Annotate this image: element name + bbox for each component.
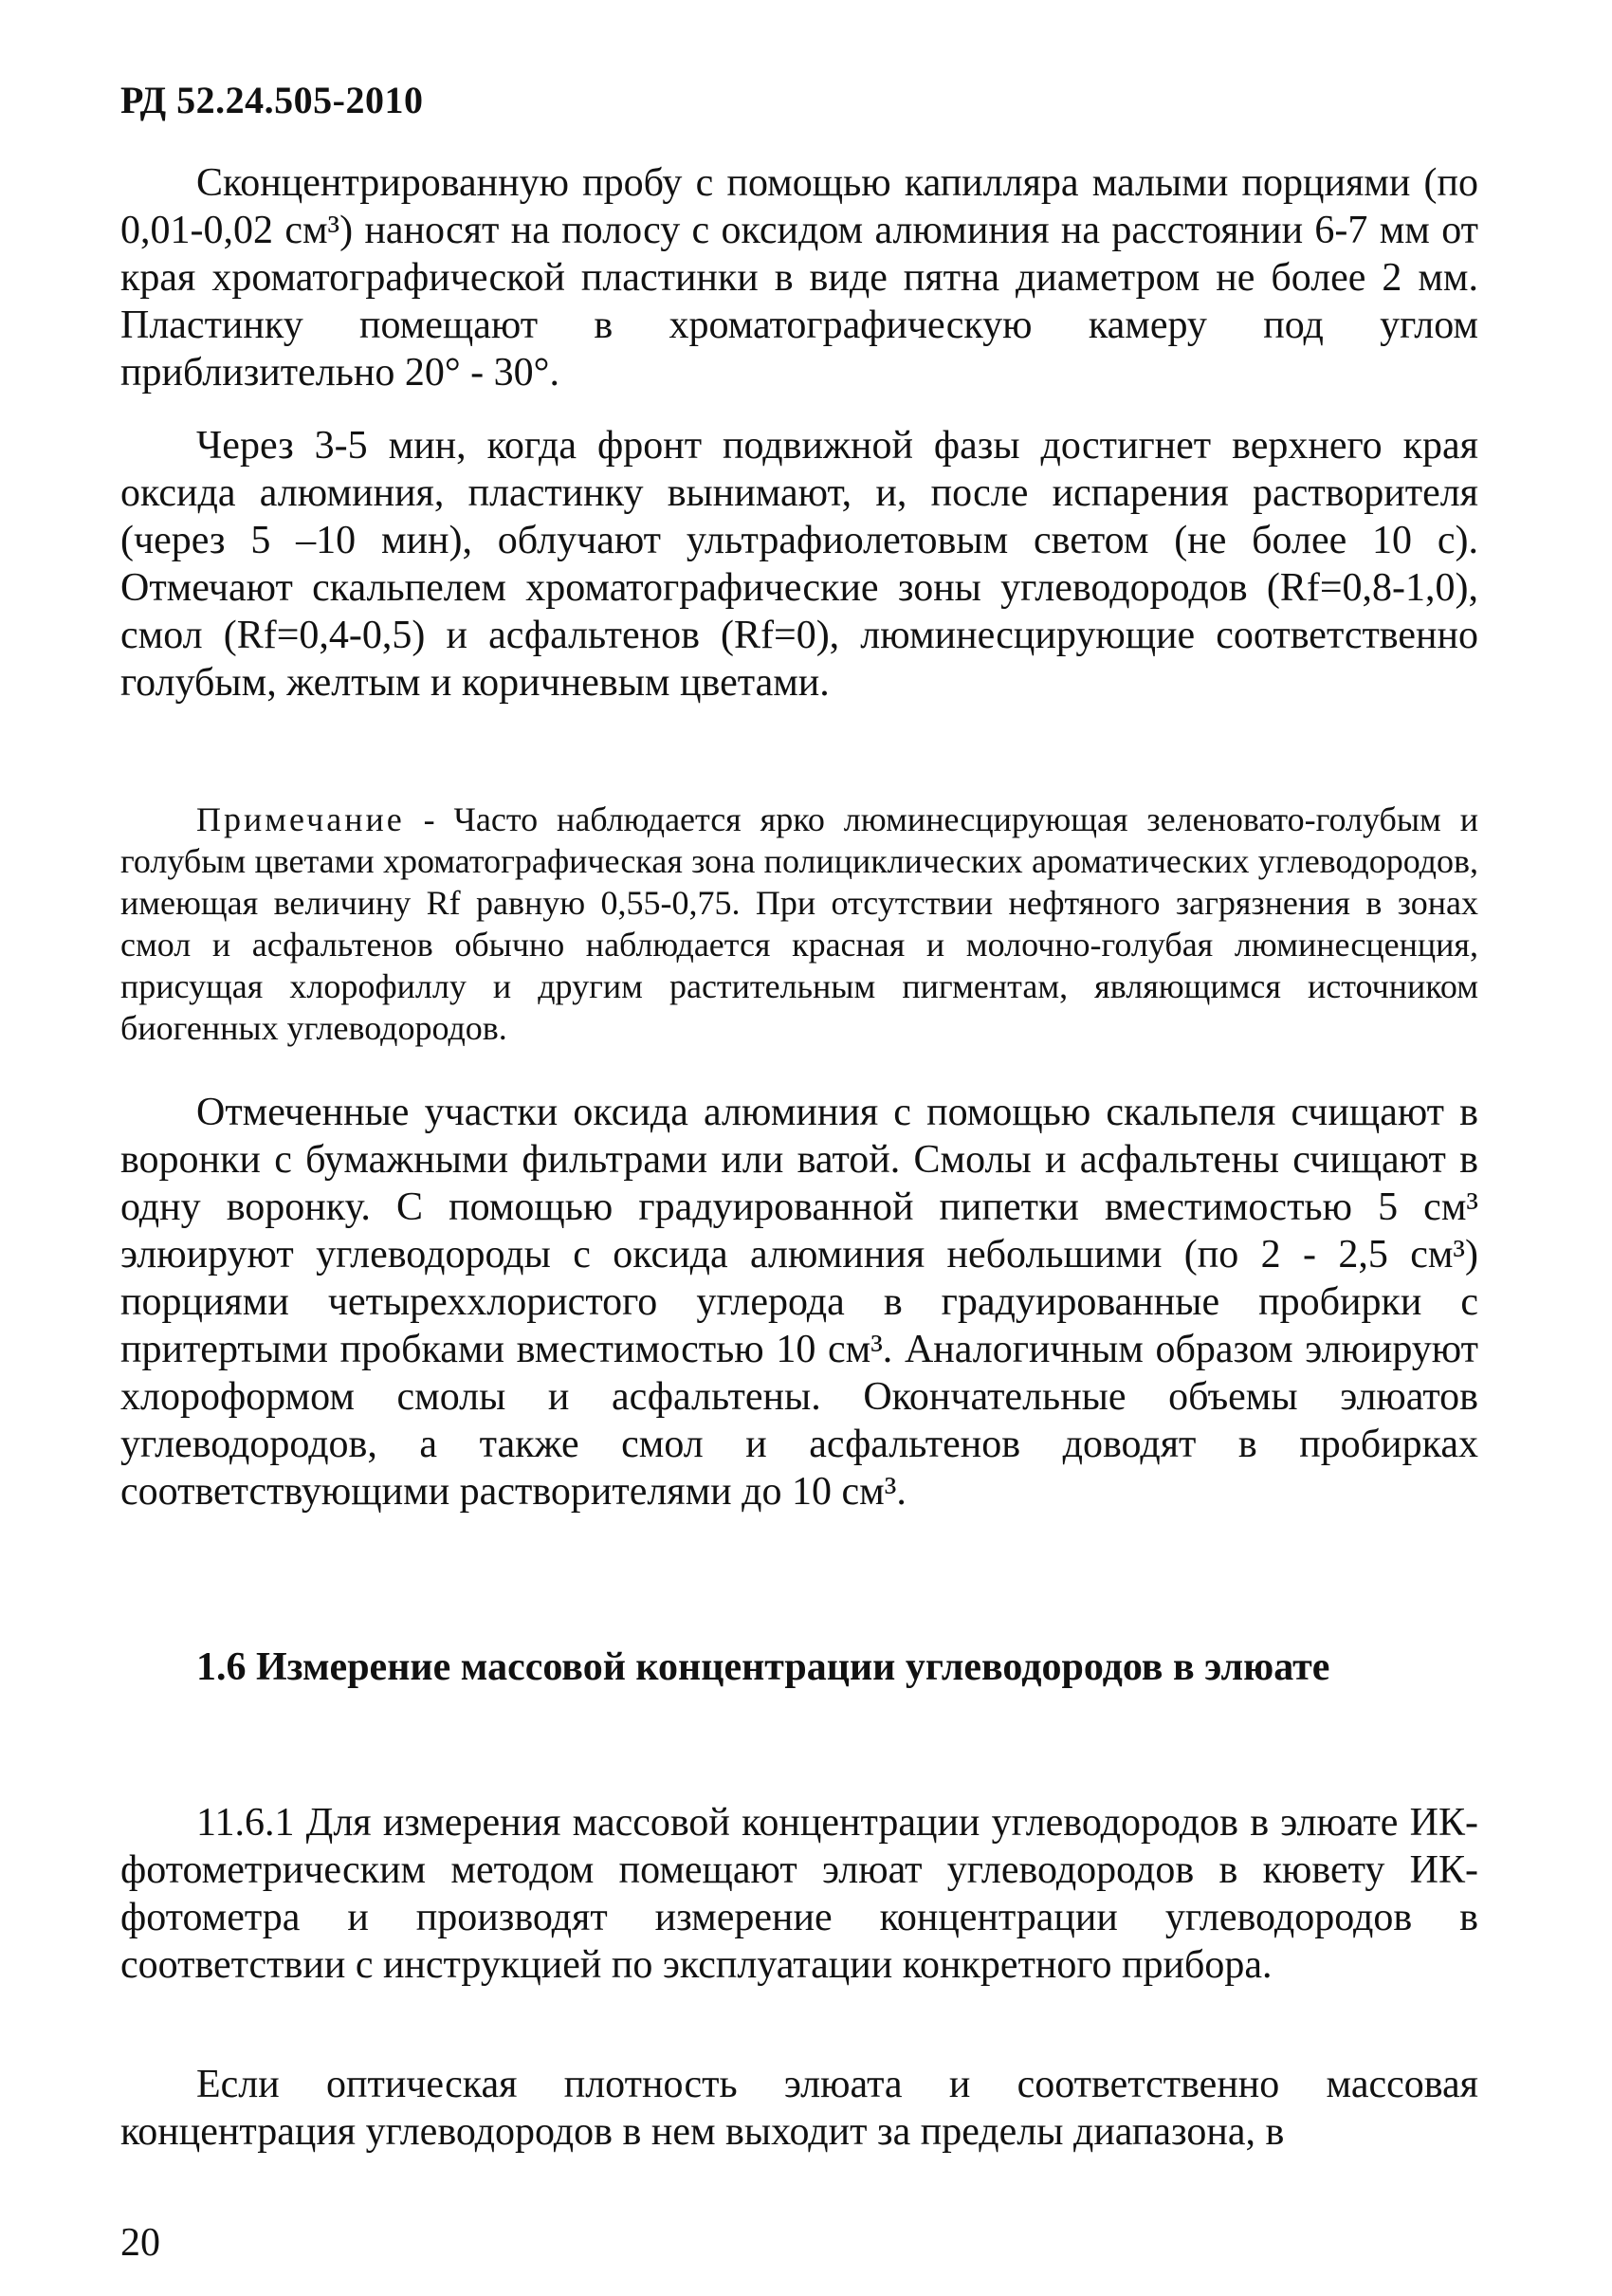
paragraph-sample-application: Сконцентрированную пробу с помощью капилляра малыми порциями (по 0,01-0,02 см³) наносят на полосу с оксидом алюминия на расстоянии 6-7 мм от края хроматографической пластинки в виде пятна диаметром не более 2 мм. Пластинку помещают в хроматографическую камеру под углом приблизительно 20° - 30°. <box>120 161 1478 395</box>
paragraph-uv-irradiation: Через 3-5 мин, когда фронт подвижной фазы достигнет верхнего края оксида алюминия, пластинку вынимают, и, после испарения растворителя (через 5 –10 мин), облучают ультрафиолетовым светом (не более 10 с). Отмечают скальпелем хроматографические зоны углеводородов (Rf=0,8-1,0), смол (Rf=0,4-0,5) и асфальтенов (Rf=0), люминесцирующие соответственно голубым, желтым и коричневым цветами. <box>120 424 1478 705</box>
note-text: - Часто наблюдается ярко люминесцирующая зеленовато-голубым и голубым цветами хроматографическая зона полициклических ароматических углеводородов, имеющая величину Rf равную 0,55-0,75. При отсутствии нефтяного загрязнения в зонах смол и асфальтенов обычно наблюдается красная и молочно-голубая люминесценция, присущая хлорофиллу и другим растительным пигментам, являющимся источником биогенных углеводородов. <box>120 800 1478 1047</box>
page-number: 20 <box>120 2221 160 2265</box>
paragraph-block-4 <box>120 1799 1478 1989</box>
paragraph-block-2 <box>120 422 1478 707</box>
paragraph-ir-measurement: 11.6.1 Для измерения массовой концентрации углеводородов в элюате ИК-фотометрическим методом помещают элюат углеводородов в кювету ИК-фотометра и производят измерение концентрации углеводородов в соответствии с инструкцией по эксплуатации конкретного прибора. <box>120 1801 1478 1987</box>
paragraph-elution: Отмеченные участки оксида алюминия с помощью скальпеля счищают в воронки с бумажными фильтрами или ватой. Смолы и асфальтены счищают в одну воронку. С помощью градуированной пипетки вместимостью 5 см³ элюируют углеводороды с оксида алюминия небольшими (по 2 - 2,5 см³) порциями четыреххлористого углерода в градуированные пробирки с притертыми пробками вместимостью 10 см³. Аналогичным образом элюируют хлороформом смолы и асфальтены. Окончательные объемы элюатов углеводородов, а также смол и асфальтенов доводят в пробирках соответствующими растворителями до 10 см³. <box>120 1091 1478 1514</box>
paragraph-block-1 <box>120 159 1478 396</box>
note-label: Примечание <box>196 800 405 838</box>
paragraph-block-3 <box>120 1089 1478 1515</box>
section-heading: 1.6 Измерение массовой концентрации углеводородов в элюате <box>196 1645 1330 1689</box>
paragraph-block-5 <box>120 2061 1478 2156</box>
note-paragraph <box>120 799 1478 1049</box>
document-code: РД 52.24.505-2010 <box>120 79 424 121</box>
paragraph-optical-density: Если оптическая плотность элюата и соответственно массовая концентрация углеводородов в нем выходит за пределы диапазона, в <box>120 2063 1478 2154</box>
